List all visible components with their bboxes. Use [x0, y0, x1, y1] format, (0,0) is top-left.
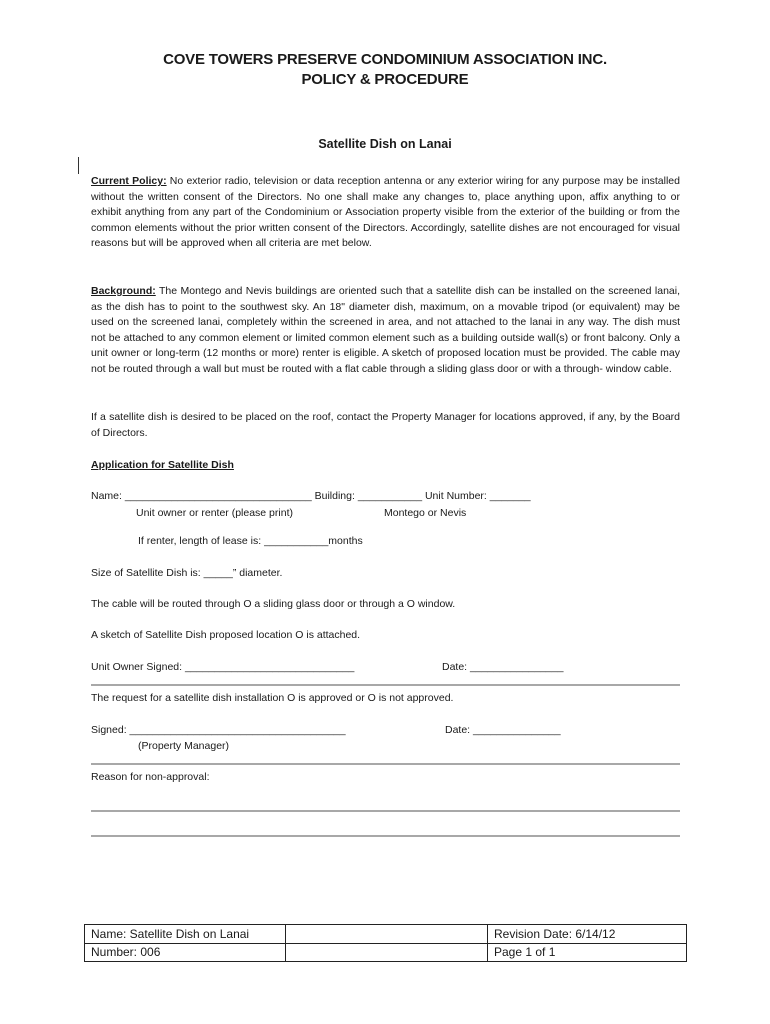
title-line-association: COVE TOWERS PRESERVE CONDOMINIUM ASSOCIATION INC. [163, 51, 607, 68]
document-subtitle: Satellite Dish on Lanai [318, 137, 452, 151]
owner-signature-field[interactable]: Unit Owner Signed: _____________________________ [91, 661, 355, 673]
section-divider [91, 684, 680, 686]
title-line-policy: POLICY & PROCEDURE [301, 71, 469, 88]
lease-length-field[interactable]: If renter, length of lease is: ___________months [138, 535, 363, 547]
reason-writing-line[interactable] [91, 810, 680, 812]
building-field-caption: Montego or Nevis [384, 507, 467, 519]
footer-revision-cell: Revision Date: 6/14/12 [487, 925, 686, 943]
non-approval-reason-label: Reason for non-approval: [91, 771, 210, 783]
sketch-attached-option[interactable]: A sketch of Satellite Dish proposed location O is attached. [91, 629, 361, 641]
background-text: The Montego and Nevis buildings are oriented such that a satellite dish can be installed on the screened lanai, as the dish has to point to the southwest sky. An 18" diameter dish, maximum, on a movable tripod (or equivalent) may be used on the screened lanai, completely within the screened in area, and not attached to the lanai in any way. The dish must not be attached to any common element or limited common element such as a building outside wall(s) or front balcony. Only a unit owner or long-term (12 months or more) renter is eligible. A sketch of proposed location must be provided. The cable may not be routed through a wall but must be routed with a flat cable through a sliding glass door or with a through- window cable. [91, 285, 680, 375]
current-policy-label: Current Policy: [91, 175, 167, 187]
roof-note-paragraph: If a satellite dish is desired to be placed on the roof, contact the Property Manager for locations approved, if any, by the Board of Directors. [91, 411, 680, 439]
document-footer-table [84, 924, 687, 962]
dish-size-field[interactable]: Size of Satellite Dish is: _____” diameter. [91, 567, 283, 579]
footer-row [85, 943, 686, 961]
cable-routing-options[interactable]: The cable will be routed through O a sliding glass door or through a O window. [91, 598, 456, 610]
footer-page-cell: Page 1 of 1 [487, 943, 686, 961]
footer-name-cell: Name: Satellite Dish on Lanai [91, 927, 250, 941]
current-policy-text: No exterior radio, television or data reception antenna or any exterior wiring for any purpose may be installed without the written consent of the Directors. No one shall make any changes to, place anything upon, affix anything to or exhibit anything from any part of the Condominium or Association property visible from the exterior of the building or from the common elements without the prior written consent of the Directors. Accordingly, satellite dishes are not encouraged for visual reasons but will be approved when all criteria are met below. [91, 175, 680, 250]
background-paragraph [91, 284, 680, 378]
manager-date-field[interactable]: Date: _______________ [445, 724, 561, 736]
document-title [0, 50, 770, 90]
section-divider [91, 763, 680, 765]
manager-signature-field[interactable]: Signed: _____________________________________ [91, 724, 346, 736]
current-policy-paragraph [91, 174, 680, 252]
background-label: Background: [91, 285, 156, 297]
footer-empty-cell [285, 943, 487, 961]
footer-number-cell: Number: 006 [91, 945, 161, 959]
name-field-caption: Unit owner or renter (please print) [136, 507, 293, 519]
text-cursor [78, 157, 79, 174]
footer-row [85, 925, 686, 944]
name-building-unit-field[interactable]: Name: ________________________________ Building: ___________ Unit Number: _______ [91, 490, 531, 502]
reason-writing-line[interactable] [91, 835, 680, 837]
owner-date-field[interactable]: Date: ________________ [442, 661, 564, 673]
footer-empty-cell [285, 925, 487, 943]
approval-status-options[interactable]: The request for a satellite dish installation O is approved or O is not approved. [91, 692, 454, 704]
manager-signature-caption: (Property Manager) [138, 740, 230, 752]
application-heading: Application for Satellite Dish [91, 459, 234, 471]
